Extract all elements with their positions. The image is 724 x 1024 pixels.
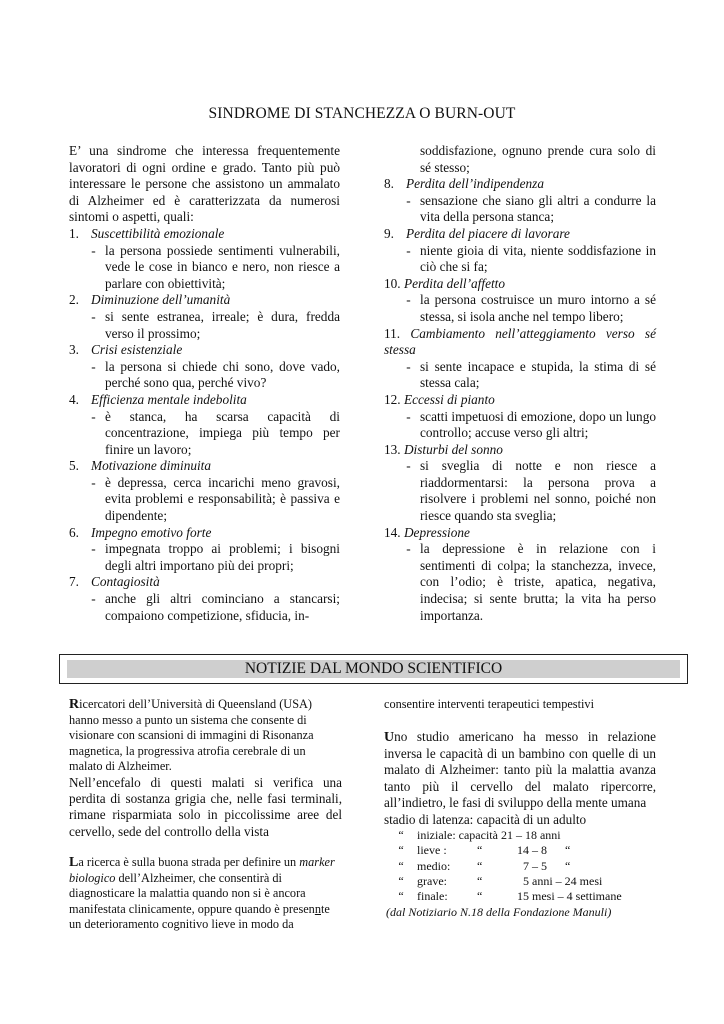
item-number: 7. — [69, 574, 79, 590]
news-paragraph — [69, 855, 342, 933]
item-number: 6. — [69, 524, 79, 540]
news-paragraph: Nell’encefalo di questi malati si verifica una perdita di sostanza grigia che, nelle fasi terminali, rimane risparmiata solo in piccolissime aree del cervello, sede del controllo della vista — [69, 774, 342, 839]
list-item — [69, 392, 340, 458]
dash: - — [406, 541, 411, 557]
list-item — [69, 525, 340, 575]
drop-initial: U — [384, 729, 395, 745]
list-item — [384, 525, 656, 625]
item-number: 9. — [384, 225, 394, 241]
list-item — [384, 326, 656, 392]
stage-list — [384, 828, 656, 904]
news-paragraph — [69, 697, 342, 775]
list-item — [69, 342, 340, 392]
item-title: Cambiamento nell’atteggiamento verso sé stessa — [384, 325, 656, 358]
dash: - — [406, 408, 411, 424]
item-title: Contagiosità — [91, 574, 160, 590]
stage-value: 5 anni – 24 mesi — [523, 873, 603, 888]
italic-text: marker biologico — [69, 855, 335, 885]
dash: - — [91, 358, 96, 374]
stage-row — [391, 874, 656, 889]
item-text: è depressa, cerca incarichi meno gravosi, evita problemi e responsabilità; è passiva e dipendente; — [105, 474, 340, 524]
item-number: 5. — [69, 458, 79, 474]
ditto-mark: “ — [398, 858, 404, 873]
dash: - — [406, 192, 411, 208]
item-title: Suscettibilità emozionale — [91, 225, 225, 241]
dash: - — [91, 308, 96, 324]
item-number: 4. — [69, 391, 79, 407]
ditto-mark: “ — [477, 858, 483, 873]
news-right-column — [384, 697, 656, 921]
item-text: sensazione che siano gli altri a condurre la vita della persona stanca; — [420, 192, 656, 225]
item-text: scatti impetuosi di emozione, dopo un lungo controllo; accuse verso gli altri; — [420, 408, 656, 441]
ditto-mark: “ — [398, 843, 404, 858]
item-text: impegnata troppo ai problemi; i bisogni degli altri importano più dei propri; — [105, 541, 340, 573]
item-title: Eccessi di pianto — [403, 391, 495, 407]
paragraph-text: dell’Alzheimer, che consentirà di diagnosticare la malattia quando non si è ancora manifestata clinicamente, oppure quando è presen — [69, 870, 315, 916]
stage-value: 14 – 8 — [517, 843, 547, 858]
news-paragraph: stadio di latenza: capacità di un adulto — [384, 811, 587, 827]
list-item — [384, 276, 656, 326]
item-title: Perdita dell’indipendenza — [406, 176, 544, 192]
item-text: si sente estranea, irreale; è dura, fredda verso il prossimo; — [105, 308, 340, 341]
item-title: Efficienza mentale indebolita — [91, 391, 247, 407]
paragraph-text: icercatori dell’Università di Queensland (USA) hanno messo a punto un sistema che consente di visionare con scansioni di immagini di Risonanza magnetica, la progressiva atrofia cerebrale di un malato di Alzheimer. — [69, 697, 314, 773]
item-text: anche gli altri cominciano a stancarsi; compaiono competizione, sfiducia, in- — [105, 591, 340, 623]
list-item — [69, 458, 340, 524]
news-title: NOTIZIE DAL MONDO SCIENTIFICO — [67, 660, 680, 678]
left-column — [69, 143, 340, 624]
source-note: (dal Notiziario N.18 della Fondazione Manuli) — [386, 905, 612, 920]
list-item — [384, 392, 656, 442]
item-number: 13. — [384, 441, 401, 457]
list-item — [384, 176, 656, 226]
item-title: Motivazione diminuita — [91, 458, 212, 474]
item-number: 14. — [384, 524, 401, 540]
right-column — [384, 143, 656, 624]
item-title: Impegno emotivo forte — [91, 524, 212, 540]
news-paragraph — [384, 729, 656, 812]
item-continuation: soddisfazione, ognuno prende cura solo di sé stesso; — [420, 143, 656, 175]
stage-label: lieve : — [417, 843, 447, 858]
paragraph-text: a ricerca è sulla buona strada per definire un — [78, 855, 300, 870]
stage-label: finale: — [417, 889, 448, 904]
stage-row — [391, 889, 656, 904]
stage-value: 7 – 5 — [523, 858, 547, 873]
item-number: 1. — [69, 225, 79, 241]
underlined-text: n — [314, 901, 321, 916]
ditto-mark: “ — [398, 889, 404, 904]
ditto-mark: “ — [565, 858, 571, 873]
item-number: 10. — [384, 275, 401, 291]
page-title: SINDROME DI STANCHEZZA O BURN-OUT — [208, 105, 516, 122]
drop-initial: R — [69, 697, 80, 712]
item-number: 8. — [384, 176, 394, 192]
item-number: 2. — [69, 292, 79, 308]
news-paragraph: consentire interventi terapeutici tempestivi — [384, 697, 594, 711]
item-text: si sveglia di notte e non riesce a riaddormentarsi: la persona prova a risolvere i problemi nel sonno, poiché non riesce quando sta sveglia; — [420, 458, 656, 524]
list-item — [69, 574, 340, 624]
list-item — [69, 226, 340, 292]
news-left-column — [69, 697, 342, 933]
news-banner — [59, 654, 688, 684]
dash: - — [406, 458, 411, 474]
stage-label: medio: — [417, 858, 451, 873]
item-title: Crisi esistenziale — [91, 342, 183, 358]
dash: - — [406, 292, 411, 308]
item-title: Perdita dell’affetto — [403, 275, 506, 291]
dash: - — [406, 358, 411, 374]
item-title: Perdita del piacere di lavorare — [406, 225, 570, 241]
dash: - — [91, 242, 96, 258]
stage-row — [391, 843, 656, 858]
item-text: è stanca, ha scarsa capacità di concentrazione, impiega più tempo per finire un lavoro; — [105, 408, 340, 457]
item-number: 11. — [384, 325, 401, 341]
item-text: la persona possiede sentimenti vulnerabili, vede le cose in bianco e nero, non riesce a parlare con obiettività; — [105, 242, 340, 291]
list-item — [384, 226, 656, 276]
drop-initial: L — [69, 855, 79, 871]
ditto-mark: “ — [477, 873, 483, 888]
paragraph-text: te un deterioramento cognitivo lieve in modo da — [69, 901, 330, 932]
item-number: 3. — [69, 342, 79, 358]
list-item — [384, 442, 656, 525]
dash: - — [406, 242, 411, 258]
paragraph-text: no studio americano ha messo in relazione inversa le capacità di un bambino con quelle di un malato di Alzheimer: tanto più la malattia avanza tanto più il cervello del malato ripercorre, all’indietro, le fasi di sviluppo della mente umana — [384, 728, 656, 811]
stage-label: iniziale: capacità 21 – 18 anni — [417, 827, 561, 842]
ditto-mark: “ — [477, 843, 483, 858]
ditto-mark: “ — [477, 889, 483, 904]
item-title: Diminuzione dell’umanità — [91, 292, 231, 308]
dash: - — [91, 408, 96, 424]
item-text: la persona si chiede chi sono, dove vado, perché sono qua, perché vivo? — [105, 358, 340, 391]
ditto-mark: “ — [398, 873, 404, 888]
item-text: niente gioia di vita, niente soddisfazione in ciò che si fa; — [420, 242, 656, 275]
item-number: 12. — [384, 391, 401, 407]
ditto-mark: “ — [565, 843, 571, 858]
stage-row — [391, 828, 656, 843]
item-title: Depressione — [403, 524, 470, 540]
stage-value: 15 mesi – 4 settimane — [517, 889, 622, 904]
dash: - — [91, 591, 96, 607]
dash: - — [91, 474, 96, 490]
stage-row — [391, 859, 656, 874]
stage-label: grave: — [417, 873, 447, 888]
ditto-mark: “ — [398, 827, 404, 842]
intro-paragraph: E’ una sindrome che interessa frequentemente lavoratori di ogni ordine e grado. Tanto più può interessare le persone che assistono un ammalato di Alzheimer ed è caratterizzata da numerosi sintomi o aspetti, quali: — [69, 143, 340, 225]
item-text: la depressione è in relazione con i sentimenti di colpa; la stanchezza, invece, con l’odio; è triste, apatica, negativa, indecisa; si sente brutta; la vita ha perso importanza. — [420, 541, 656, 623]
dash: - — [91, 541, 96, 557]
item-text: la persona costruisce un muro intorno a sé stessa, si isola anche nel tempo libero; — [420, 292, 656, 324]
item-title: Disturbi del sonno — [403, 441, 503, 457]
list-item — [69, 292, 340, 342]
item-text: si sente incapace e stupida, la stima di sé stessa cala; — [420, 358, 656, 391]
